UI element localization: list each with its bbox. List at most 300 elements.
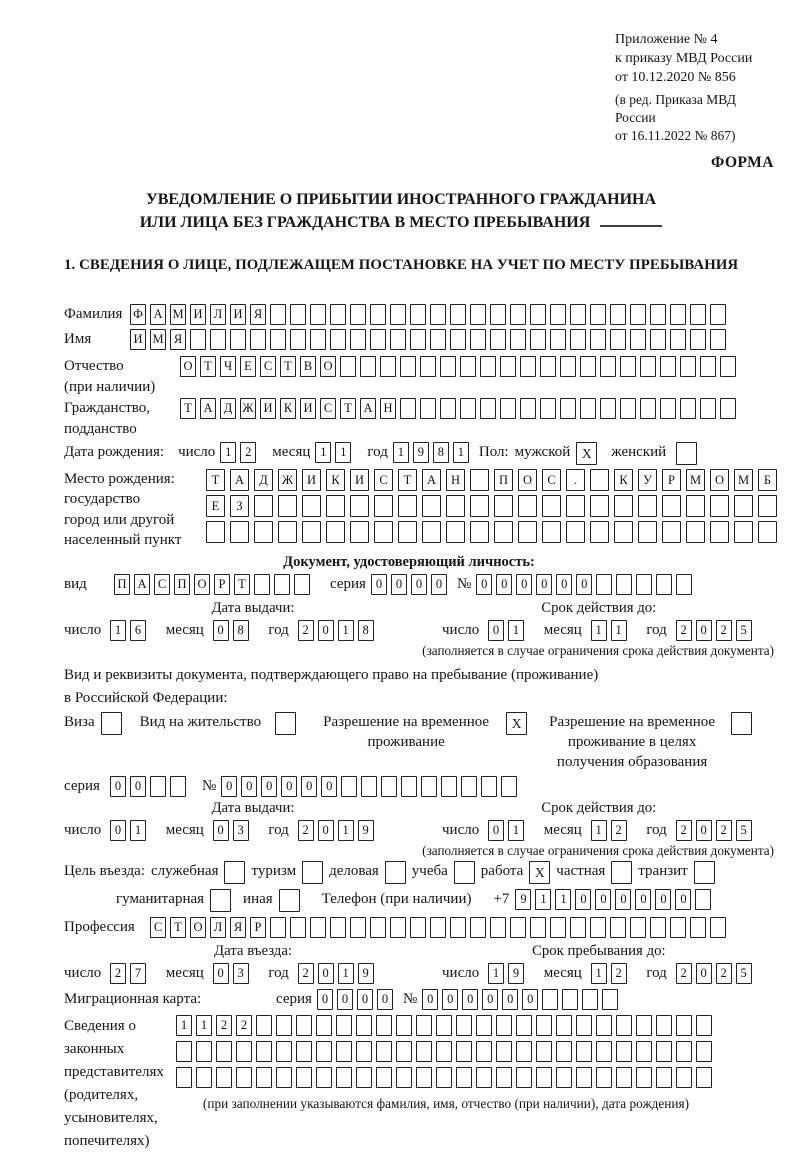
char-cell[interactable] (510, 329, 526, 350)
char-cell[interactable]: 0 (301, 776, 317, 797)
char-cell[interactable] (256, 1041, 272, 1062)
char-cell[interactable] (700, 356, 716, 377)
char-cell[interactable] (734, 521, 753, 543)
char-cell[interactable] (562, 989, 578, 1010)
purpose-study-checkbox[interactable] (454, 861, 475, 884)
char-cell[interactable] (150, 776, 166, 797)
char-cell[interactable]: 1 (220, 442, 236, 463)
char-cell[interactable] (490, 917, 506, 938)
char-cell[interactable] (520, 398, 536, 419)
char-cell[interactable] (650, 917, 666, 938)
char-cell[interactable]: 9 (358, 820, 374, 841)
char-cell[interactable]: 1 (591, 820, 607, 841)
char-cell[interactable] (636, 1067, 652, 1088)
char-cell[interactable] (410, 917, 426, 938)
char-cell[interactable] (410, 304, 426, 325)
char-cell[interactable]: 0 (213, 620, 229, 641)
char-cell[interactable] (696, 1067, 712, 1088)
char-cell[interactable]: В (300, 356, 316, 377)
char-cell[interactable] (590, 329, 606, 350)
char-cell[interactable] (510, 917, 526, 938)
char-cell[interactable] (676, 1067, 692, 1088)
char-cell[interactable]: 0 (488, 620, 504, 641)
char-cell[interactable] (361, 776, 377, 797)
char-cell[interactable]: 0 (522, 989, 538, 1010)
char-cell[interactable] (556, 1015, 572, 1036)
char-cell[interactable]: Я (230, 917, 246, 938)
char-cell[interactable]: 0 (337, 989, 353, 1010)
char-cell[interactable] (494, 495, 513, 517)
char-cell[interactable] (530, 329, 546, 350)
char-cell[interactable] (476, 1041, 492, 1062)
char-cell[interactable] (610, 329, 626, 350)
char-cell[interactable]: 0 (696, 820, 712, 841)
char-cell[interactable] (734, 495, 753, 517)
char-cell[interactable]: А (360, 398, 376, 419)
char-cell[interactable] (290, 329, 306, 350)
char-cell[interactable]: А (200, 398, 216, 419)
char-cell[interactable] (516, 1067, 532, 1088)
char-cell[interactable] (336, 1041, 352, 1062)
sex-male-checkbox[interactable]: X (576, 442, 597, 465)
char-cell[interactable] (356, 1041, 372, 1062)
char-cell[interactable] (500, 356, 516, 377)
char-cell[interactable] (596, 1067, 612, 1088)
char-cell[interactable] (570, 329, 586, 350)
char-cell[interactable] (230, 521, 249, 543)
char-cell[interactable]: 1 (453, 442, 469, 463)
char-cell[interactable] (470, 469, 489, 491)
char-cell[interactable]: 0 (357, 989, 373, 1010)
char-cell[interactable]: 5 (736, 620, 752, 641)
char-cell[interactable]: 0 (482, 989, 498, 1010)
char-cell[interactable]: 2 (716, 820, 732, 841)
char-cell[interactable]: 0 (516, 574, 532, 595)
char-cell[interactable]: 2 (110, 963, 126, 984)
char-cell[interactable] (542, 495, 561, 517)
char-cell[interactable] (476, 1067, 492, 1088)
char-cell[interactable] (360, 356, 376, 377)
char-cell[interactable]: 7 (130, 963, 146, 984)
char-cell[interactable]: А (150, 304, 166, 325)
char-cell[interactable]: Р (662, 469, 681, 491)
char-cell[interactable]: М (686, 469, 705, 491)
char-cell[interactable] (576, 1015, 592, 1036)
char-cell[interactable]: Ф (130, 304, 146, 325)
char-cell[interactable] (356, 1067, 372, 1088)
char-cell[interactable] (570, 304, 586, 325)
char-cell[interactable]: Т (398, 469, 417, 491)
char-cell[interactable] (250, 329, 266, 350)
char-cell[interactable]: М (170, 304, 186, 325)
char-cell[interactable] (421, 776, 437, 797)
char-cell[interactable] (270, 329, 286, 350)
char-cell[interactable] (470, 329, 486, 350)
char-cell[interactable]: Ч (220, 356, 236, 377)
purpose-official-checkbox[interactable] (224, 861, 245, 884)
char-cell[interactable]: 0 (575, 889, 591, 910)
char-cell[interactable]: К (614, 469, 633, 491)
char-cell[interactable]: 1 (611, 620, 627, 641)
char-cell[interactable] (430, 917, 446, 938)
char-cell[interactable]: 0 (496, 574, 512, 595)
char-cell[interactable]: 1 (335, 442, 351, 463)
char-cell[interactable] (576, 1067, 592, 1088)
char-cell[interactable]: 0 (615, 889, 631, 910)
char-cell[interactable]: И (130, 329, 146, 350)
char-cell[interactable] (274, 574, 290, 595)
char-cell[interactable] (670, 304, 686, 325)
char-cell[interactable] (556, 1067, 572, 1088)
char-cell[interactable] (302, 495, 321, 517)
char-cell[interactable]: 2 (236, 1015, 252, 1036)
char-cell[interactable] (602, 989, 618, 1010)
char-cell[interactable] (695, 889, 711, 910)
char-cell[interactable] (580, 356, 596, 377)
char-cell[interactable]: 1 (176, 1015, 192, 1036)
char-cell[interactable]: 0 (213, 820, 229, 841)
char-cell[interactable]: Т (180, 398, 196, 419)
char-cell[interactable] (496, 1015, 512, 1036)
char-cell[interactable] (600, 398, 616, 419)
char-cell[interactable] (614, 521, 633, 543)
char-cell[interactable] (690, 329, 706, 350)
char-cell[interactable] (720, 398, 736, 419)
char-cell[interactable]: 0 (536, 574, 552, 595)
char-cell[interactable]: 0 (476, 574, 492, 595)
char-cell[interactable] (630, 329, 646, 350)
char-cell[interactable] (336, 1015, 352, 1036)
char-cell[interactable] (696, 1015, 712, 1036)
char-cell[interactable] (236, 1041, 252, 1062)
char-cell[interactable] (640, 398, 656, 419)
char-cell[interactable] (296, 1041, 312, 1062)
char-cell[interactable]: 0 (110, 820, 126, 841)
char-cell[interactable] (326, 521, 345, 543)
char-cell[interactable]: О (518, 469, 537, 491)
char-cell[interactable] (410, 329, 426, 350)
char-cell[interactable]: 9 (508, 963, 524, 984)
char-cell[interactable] (680, 398, 696, 419)
char-cell[interactable]: Б (758, 469, 777, 491)
char-cell[interactable] (710, 521, 729, 543)
char-cell[interactable] (656, 1015, 672, 1036)
char-cell[interactable] (330, 917, 346, 938)
char-cell[interactable] (256, 1067, 272, 1088)
char-cell[interactable] (710, 329, 726, 350)
char-cell[interactable] (470, 304, 486, 325)
char-cell[interactable]: 9 (515, 889, 531, 910)
char-cell[interactable]: Т (200, 356, 216, 377)
char-cell[interactable] (456, 1015, 472, 1036)
char-cell[interactable]: 1 (555, 889, 571, 910)
char-cell[interactable] (416, 1015, 432, 1036)
char-cell[interactable] (170, 776, 186, 797)
char-cell[interactable]: Н (380, 398, 396, 419)
char-cell[interactable]: Я (250, 304, 266, 325)
char-cell[interactable] (560, 398, 576, 419)
char-cell[interactable] (576, 1041, 592, 1062)
char-cell[interactable]: 0 (110, 776, 126, 797)
char-cell[interactable]: 8 (358, 620, 374, 641)
char-cell[interactable] (254, 521, 273, 543)
char-cell[interactable]: 0 (318, 820, 334, 841)
char-cell[interactable] (278, 521, 297, 543)
char-cell[interactable] (582, 989, 598, 1010)
char-cell[interactable] (596, 1015, 612, 1036)
char-cell[interactable]: О (194, 574, 210, 595)
char-cell[interactable] (550, 304, 566, 325)
char-cell[interactable]: С (320, 398, 336, 419)
char-cell[interactable] (490, 304, 506, 325)
char-cell[interactable] (676, 574, 692, 595)
char-cell[interactable] (436, 1041, 452, 1062)
char-cell[interactable] (660, 398, 676, 419)
char-cell[interactable]: А (230, 469, 249, 491)
char-cell[interactable] (356, 1015, 372, 1036)
char-cell[interactable]: 5 (736, 963, 752, 984)
char-cell[interactable] (696, 1041, 712, 1062)
purpose-work-checkbox[interactable]: X (529, 861, 550, 884)
char-cell[interactable]: 2 (611, 820, 627, 841)
char-cell[interactable] (640, 356, 656, 377)
char-cell[interactable] (630, 304, 646, 325)
char-cell[interactable] (350, 329, 366, 350)
char-cell[interactable]: 0 (696, 620, 712, 641)
char-cell[interactable]: Т (340, 398, 356, 419)
char-cell[interactable] (638, 495, 657, 517)
char-cell[interactable]: 0 (241, 776, 257, 797)
char-cell[interactable] (680, 356, 696, 377)
char-cell[interactable] (196, 1041, 212, 1062)
char-cell[interactable] (490, 329, 506, 350)
char-cell[interactable]: Н (446, 469, 465, 491)
char-cell[interactable] (636, 574, 652, 595)
char-cell[interactable]: К (280, 398, 296, 419)
char-cell[interactable]: Е (206, 495, 225, 517)
char-cell[interactable] (616, 1041, 632, 1062)
stay-option-residence-permit-checkbox[interactable] (275, 712, 296, 735)
char-cell[interactable] (518, 521, 537, 543)
char-cell[interactable]: 0 (213, 963, 229, 984)
char-cell[interactable] (476, 1015, 492, 1036)
char-cell[interactable] (398, 495, 417, 517)
char-cell[interactable] (316, 1041, 332, 1062)
char-cell[interactable] (216, 1041, 232, 1062)
char-cell[interactable] (396, 1067, 412, 1088)
char-cell[interactable] (380, 356, 396, 377)
char-cell[interactable] (686, 521, 705, 543)
char-cell[interactable] (536, 1015, 552, 1036)
char-cell[interactable] (390, 917, 406, 938)
char-cell[interactable]: Ж (278, 469, 297, 491)
char-cell[interactable]: 2 (298, 963, 314, 984)
char-cell[interactable] (460, 398, 476, 419)
purpose-private-checkbox[interactable] (611, 861, 632, 884)
char-cell[interactable] (550, 917, 566, 938)
char-cell[interactable] (436, 1015, 452, 1036)
char-cell[interactable]: Л (210, 304, 226, 325)
char-cell[interactable] (400, 398, 416, 419)
char-cell[interactable]: И (302, 469, 321, 491)
char-cell[interactable] (461, 776, 477, 797)
char-cell[interactable] (310, 329, 326, 350)
char-cell[interactable] (516, 1015, 532, 1036)
char-cell[interactable] (638, 521, 657, 543)
char-cell[interactable]: 1 (591, 620, 607, 641)
char-cell[interactable] (276, 1067, 292, 1088)
char-cell[interactable] (376, 1041, 392, 1062)
char-cell[interactable] (636, 1041, 652, 1062)
char-cell[interactable] (270, 304, 286, 325)
char-cell[interactable] (278, 495, 297, 517)
char-cell[interactable] (336, 1067, 352, 1088)
char-cell[interactable] (230, 329, 246, 350)
char-cell[interactable]: 2 (240, 442, 256, 463)
char-cell[interactable] (510, 304, 526, 325)
char-cell[interactable]: 0 (261, 776, 277, 797)
char-cell[interactable] (494, 521, 513, 543)
char-cell[interactable]: С (260, 356, 276, 377)
char-cell[interactable] (236, 1067, 252, 1088)
char-cell[interactable] (600, 356, 616, 377)
char-cell[interactable] (470, 495, 489, 517)
char-cell[interactable] (436, 1067, 452, 1088)
char-cell[interactable]: 0 (317, 989, 333, 1010)
char-cell[interactable]: 1 (110, 620, 126, 641)
char-cell[interactable] (566, 521, 585, 543)
char-cell[interactable] (290, 304, 306, 325)
char-cell[interactable] (470, 521, 489, 543)
char-cell[interactable]: Д (254, 469, 273, 491)
char-cell[interactable] (374, 495, 393, 517)
char-cell[interactable]: 0 (556, 574, 572, 595)
char-cell[interactable] (390, 329, 406, 350)
char-cell[interactable] (470, 917, 486, 938)
char-cell[interactable]: 0 (675, 889, 691, 910)
char-cell[interactable] (590, 521, 609, 543)
char-cell[interactable] (396, 1015, 412, 1036)
char-cell[interactable]: Р (250, 917, 266, 938)
char-cell[interactable] (542, 989, 558, 1010)
char-cell[interactable] (656, 1067, 672, 1088)
char-cell[interactable] (690, 917, 706, 938)
char-cell[interactable]: С (150, 917, 166, 938)
char-cell[interactable] (536, 1067, 552, 1088)
char-cell[interactable] (460, 356, 476, 377)
char-cell[interactable] (430, 304, 446, 325)
char-cell[interactable] (270, 917, 286, 938)
char-cell[interactable] (676, 1015, 692, 1036)
char-cell[interactable]: 0 (221, 776, 237, 797)
char-cell[interactable] (620, 398, 636, 419)
char-cell[interactable]: 2 (216, 1015, 232, 1036)
char-cell[interactable] (450, 304, 466, 325)
char-cell[interactable]: . (566, 469, 585, 491)
stay-option-education-residence-checkbox[interactable] (731, 712, 752, 735)
char-cell[interactable] (481, 776, 497, 797)
char-cell[interactable] (656, 574, 672, 595)
char-cell[interactable] (381, 776, 397, 797)
char-cell[interactable] (450, 917, 466, 938)
char-cell[interactable] (376, 1067, 392, 1088)
char-cell[interactable]: 1 (130, 820, 146, 841)
char-cell[interactable] (416, 1041, 432, 1062)
char-cell[interactable]: 0 (422, 989, 438, 1010)
stay-option-visa-checkbox[interactable] (101, 712, 122, 735)
char-cell[interactable] (216, 1067, 232, 1088)
char-cell[interactable]: 2 (611, 963, 627, 984)
char-cell[interactable]: 0 (502, 989, 518, 1010)
char-cell[interactable] (276, 1041, 292, 1062)
char-cell[interactable] (530, 304, 546, 325)
char-cell[interactable]: 0 (462, 989, 478, 1010)
char-cell[interactable]: 0 (655, 889, 671, 910)
char-cell[interactable] (530, 917, 546, 938)
char-cell[interactable] (206, 521, 225, 543)
char-cell[interactable] (662, 495, 681, 517)
char-cell[interactable] (396, 1041, 412, 1062)
char-cell[interactable] (276, 1015, 292, 1036)
char-cell[interactable] (650, 304, 666, 325)
char-cell[interactable] (758, 495, 777, 517)
char-cell[interactable] (176, 1067, 192, 1088)
char-cell[interactable]: 0 (442, 989, 458, 1010)
char-cell[interactable] (190, 329, 206, 350)
char-cell[interactable] (422, 521, 441, 543)
purpose-tourism-checkbox[interactable] (302, 861, 323, 884)
char-cell[interactable] (496, 1041, 512, 1062)
char-cell[interactable] (254, 574, 270, 595)
char-cell[interactable]: 0 (576, 574, 592, 595)
char-cell[interactable] (500, 398, 516, 419)
char-cell[interactable]: Т (206, 469, 225, 491)
char-cell[interactable]: 0 (411, 574, 427, 595)
char-cell[interactable]: 9 (413, 442, 429, 463)
char-cell[interactable] (196, 1067, 212, 1088)
char-cell[interactable] (536, 1041, 552, 1062)
char-cell[interactable] (296, 1067, 312, 1088)
char-cell[interactable]: 0 (391, 574, 407, 595)
char-cell[interactable] (330, 329, 346, 350)
char-cell[interactable] (720, 356, 736, 377)
char-cell[interactable] (590, 469, 609, 491)
sex-female-checkbox[interactable] (676, 442, 697, 465)
char-cell[interactable]: 9 (358, 963, 374, 984)
char-cell[interactable] (390, 304, 406, 325)
char-cell[interactable] (446, 495, 465, 517)
char-cell[interactable] (616, 1015, 632, 1036)
char-cell[interactable] (456, 1067, 472, 1088)
char-cell[interactable] (480, 356, 496, 377)
char-cell[interactable] (254, 495, 273, 517)
char-cell[interactable]: Т (234, 574, 250, 595)
char-cell[interactable] (350, 521, 369, 543)
char-cell[interactable]: М (734, 469, 753, 491)
char-cell[interactable]: Т (170, 917, 186, 938)
char-cell[interactable] (296, 1015, 312, 1036)
char-cell[interactable] (710, 495, 729, 517)
char-cell[interactable]: И (300, 398, 316, 419)
char-cell[interactable]: 5 (736, 820, 752, 841)
char-cell[interactable]: 0 (281, 776, 297, 797)
char-cell[interactable] (316, 1067, 332, 1088)
char-cell[interactable]: 0 (595, 889, 611, 910)
char-cell[interactable] (614, 495, 633, 517)
char-cell[interactable] (416, 1067, 432, 1088)
char-cell[interactable]: И (190, 304, 206, 325)
char-cell[interactable]: 0 (130, 776, 146, 797)
